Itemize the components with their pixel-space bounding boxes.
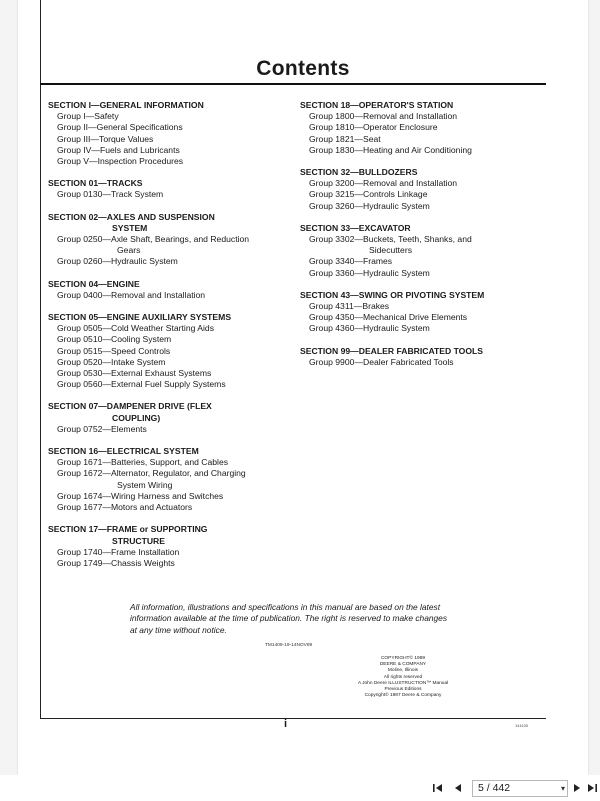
toc-section [48,446,288,513]
toc-group-line: Group III—Torque Values [57,133,154,144]
toc-group [300,122,540,133]
toc-group [300,234,540,256]
toc-group [48,290,288,301]
section-title [300,346,540,357]
toc-group-line: Group 4360—Hydraulic System [309,323,430,334]
toc-group-line: Group 1674—Wiring Harness and Switches [57,490,224,501]
toc-group [300,357,540,368]
toc-group-line: Group 1677—Motors and Actuators [57,502,193,513]
first-page-icon[interactable] [432,781,444,795]
section-title-line: SECTION I—GENERAL INFORMATION [48,100,204,110]
toc-group-line: Group 0250—Axle Shaft, Bearings, and Reduction [57,234,250,245]
title-underline [40,83,546,85]
toc-group-line: Sidecutters [369,245,412,256]
toc-group-line: Group 0260—Hydraulic System [57,256,178,267]
copyright-line: Previous Editions [384,687,422,693]
section-title-line: SECTION 33—EXCAVATOR [300,222,411,233]
section-title-line: STRUCTURE [112,535,165,546]
chevron-down-icon[interactable]: ▾ [560,784,565,793]
toc-group-line: Group 0130—Track System [57,189,164,200]
toc-group-line: Group 0505—Cold Weather Starting Aids [57,323,215,334]
last-page-icon [586,781,598,795]
toc-group-line: Group 0752—Elements [57,423,147,434]
toc-group-line: Group 0400—Removal and Installation [57,289,206,300]
page-indicator: 5 / 442 [478,782,511,794]
copyright-line: All rights reserved [383,674,423,680]
toc-group-line: Group 1740—Frame Installation [57,546,180,557]
section-title [300,290,540,301]
first-page-icon [432,781,444,795]
toc-section [300,290,540,335]
toc-group-line: Group 1821—Seat [309,133,381,144]
section-title-line: SECTION 04—ENGINE [48,278,140,289]
toc-group [48,346,288,357]
toc-group [300,201,540,212]
toc-group [48,558,288,569]
copyright-block [343,656,463,699]
toc-group-line: Group 3215—Controls Linkage [309,189,428,200]
toc-group [48,256,288,267]
toc-group [48,502,288,513]
toc-group [48,368,288,379]
toc-group [48,122,288,133]
toc-group [48,491,288,502]
section-title [48,312,288,323]
section-title [300,223,540,234]
section-title-line: COUPLING) [112,412,161,423]
toc-group-line: Group 0560—External Fuel Supply Systems [57,379,226,390]
copyright-line: Copyright© 1987 Deere & Company [364,693,442,699]
section-title-line: SECTION 16—ELECTRICAL SYSTEM [48,446,199,457]
toc-group-line: Group 9900—Dealer Fabricated Tools [309,356,454,367]
toc-group-line: Group 1830—Heating and Air Conditioning [309,144,472,155]
section-title-line: SECTION 17—FRAME or SUPPORTING [48,524,208,535]
notice-text: All information, illustrations and specifications in this manual are based on the latest information available at the time of publication. The right is reserved to make changes at any time without notice. [130,602,448,635]
page-number: i [284,718,288,730]
contents-left-column [48,100,288,580]
toc-group [300,268,540,279]
previous-page-icon[interactable] [452,781,464,795]
toc-section [48,524,288,569]
toc-group [300,189,540,200]
toc-group [300,323,540,334]
toc-group-line: Gears [117,245,141,256]
viewer-toolbar [0,775,600,801]
toc-group-line: Group 0510—Cooling System [57,334,172,345]
toc-section [300,167,540,212]
toc-group-line: Group 1810—Operator Enclosure [309,122,438,133]
toc-section [48,401,288,435]
toc-group-line: Group 3260—Hydraulic System [309,200,430,211]
toc-group [48,357,288,368]
section-title [48,279,288,290]
toc-group-line: Group I—Safety [57,111,119,122]
toc-group [48,424,288,435]
toc-group [48,145,288,156]
section-title [48,178,288,189]
toc-section [48,279,288,301]
copyright-line: COPYRIGHT© 1989 [380,656,426,661]
page-border-bottom [40,718,546,719]
page-code: 141100 [515,723,529,728]
toc-group-line: Group 3302—Buckets, Teeth, Shanks, and [309,234,472,245]
toc-group-line: Group V—Inspection Procedures [57,156,184,167]
toc-group-line: Group 1671—Batteries, Support, and Cables [57,457,229,468]
toc-group [300,312,540,323]
section-title-line: SECTION 02—AXLES AND SUSPENSION [48,211,215,222]
section-title [48,446,288,457]
toc-group [48,547,288,558]
toc-group [48,234,288,256]
toc-group [48,156,288,167]
toc-group [300,301,540,312]
toc-group-line: Group 4311—Brakes [309,301,390,312]
toc-group [48,334,288,345]
toc-group [48,379,288,390]
toc-group-line: Group 3200—Removal and Installation [309,178,458,189]
document-page [18,0,588,775]
toc-group [48,468,288,490]
toc-section [300,346,540,368]
section-title [300,100,540,111]
toc-section [48,100,288,167]
section-title [48,524,288,546]
page-selector[interactable] [472,780,568,797]
toc-group-line: Group 3360—Hydraulic System [309,267,430,278]
next-page-icon [571,781,583,795]
toc-section [300,223,540,279]
toc-group-line: Group 0515—Speed Controls [57,345,171,356]
toc-section [48,212,288,268]
section-title [48,212,288,234]
toc-group-line: Group 3340—Frames [309,256,393,267]
section-title [48,100,288,111]
section-title-line: SECTION 18—OPERATOR'S STATION [300,100,454,110]
toc-section [300,100,540,156]
next-page-icon[interactable] [571,781,583,795]
section-title [300,167,540,178]
section-title-line: SECTION 05—ENGINE AUXILIARY SYSTEMS [48,312,232,323]
section-title-line: SECTION 99—DEALER FABRICATED TOOLS [300,345,484,356]
toc-group-line: Group 0530—External Exhaust Systems [57,368,212,379]
copyright-line: A John Deere ILLUSTRUCTION™ Manual [357,680,449,686]
toc-section [48,312,288,390]
section-title-line: SYSTEM [112,222,148,233]
section-title-line: SECTION 43—SWING OR PIVOTING SYSTEM [300,289,485,300]
toc-group-line: Group 1800—Removal and Installation [309,111,458,122]
toc-section [48,178,288,200]
previous-page-icon [452,781,464,795]
toc-group-line: Group 4350—Mechanical Drive Elements [309,312,468,323]
page-title: Contents [256,57,350,80]
page-border-left [40,0,41,718]
section-title-line: SECTION 01—TRACKS [48,178,143,189]
toc-group [300,178,540,189]
contents-right-column [300,100,540,379]
toc-group-line: Group 0520—Intake System [57,356,166,367]
toc-group-line: Group 1749—Chassis Weights [57,557,175,568]
toc-group [48,323,288,334]
section-title-line: SECTION 32—BULLDOZERS [300,167,418,178]
toc-group [300,145,540,156]
last-page-icon[interactable] [586,781,598,795]
toc-group [48,134,288,145]
toc-group-line: Group IV—Fuels and Lubricants [57,144,180,155]
copyright-line: DEERE & COMPANY [379,662,427,668]
toc-group-line: System Wiring [117,479,173,490]
document-code: TM1409-19-14NOV89 [265,643,313,648]
toc-group [300,111,540,122]
toc-group [48,189,288,200]
section-title [48,401,288,423]
toc-group-line: Group II—General Specifications [57,122,183,133]
toc-group [300,134,540,145]
toc-group [48,457,288,468]
copyright-line: Moline, Illinois [387,668,419,674]
section-title-line: SECTION 07—DAMPENER DRIVE (FLEX [48,401,212,412]
toc-group [300,256,540,267]
toc-group-line: Group 1672—Alternator, Regulator, and Charging [57,468,246,479]
toc-group [48,111,288,122]
